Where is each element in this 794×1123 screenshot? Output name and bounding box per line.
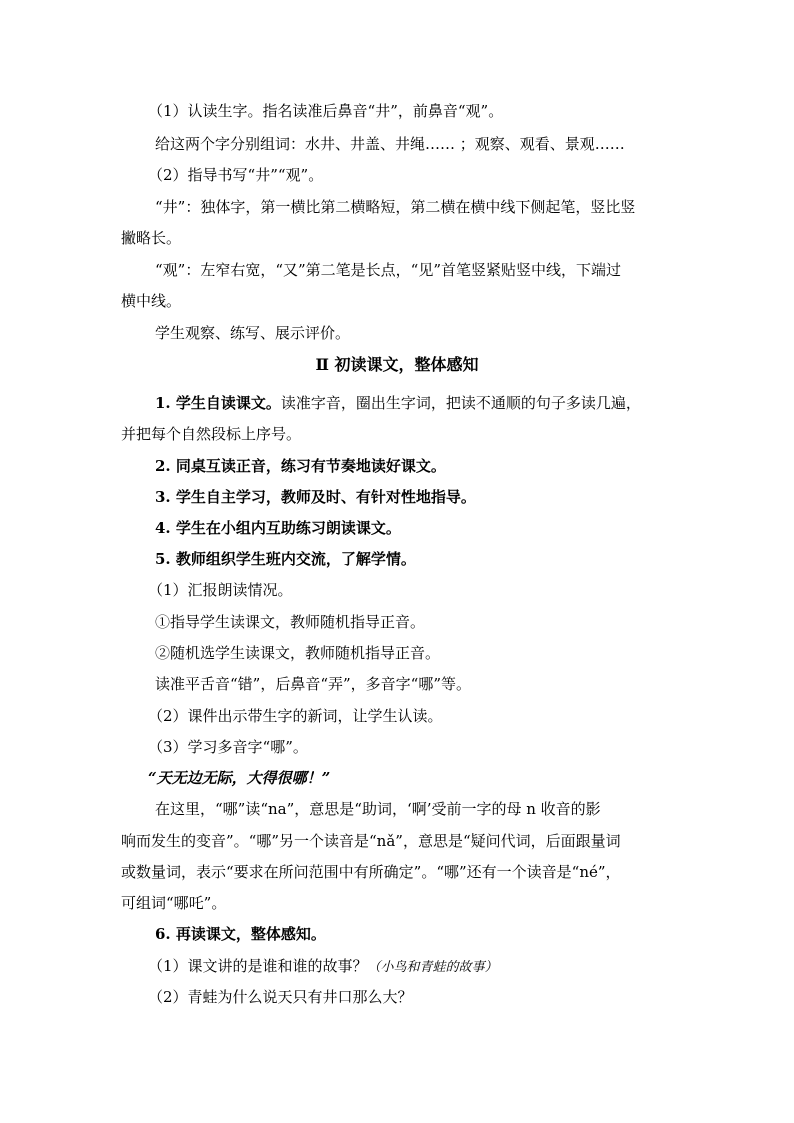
paragraph-line: （2）指导书写“井”“观”。	[148, 166, 324, 184]
step-line: 3. 学生自主学习，教师及时、有针对性地指导。	[155, 488, 476, 506]
paragraph-line: “观”：左窄右宽，“又”第二笔是长点，“见”首笔竖紧贴竖中线，下端过	[155, 261, 622, 279]
answer-note: （小鸟和青蛙的故事）	[367, 960, 498, 975]
paragraph-line: 横中线。	[121, 292, 182, 310]
step-line	[155, 393, 715, 413]
paragraph-line: 响而发生的变音”。“哪”另一个读音是“nǎ”，意思是“疑问代词，后面跟量词	[121, 832, 621, 850]
sub-line: 读准平舌音“错”，后鼻音“弄”，多音字“哪”等。	[155, 675, 472, 693]
paragraph-line: 或数量词，表示“要求在所问范围中有所确定”。“哪”还有一个读音是“né”，	[121, 863, 621, 881]
question-text: （1）课文讲的是谁和谁的故事？	[148, 957, 368, 975]
sub-line: ②随机选学生读课文，教师随机指导正音。	[155, 644, 441, 662]
paragraph-line: 学生观察、练写、展示评价。	[155, 324, 351, 342]
paragraph-line: 撇略长。	[121, 229, 182, 247]
step-line: 2. 同桌互读正音，练习有节奏地读好课文。	[155, 457, 446, 475]
step-text: 读准字音，圈出生字词，把读不通顺的句子多读几遍，	[280, 394, 641, 412]
paragraph-line: 给这两个字分别组词：水井、井盖、井绳…… ；观察、观看、景观……	[155, 135, 625, 153]
paragraph-line: 可组词“哪吒”。	[121, 894, 227, 912]
question-line	[148, 956, 708, 978]
step-title: 1. 学生自读课文。	[155, 394, 281, 412]
step-line: 5. 教师组织学生班内交流，了解学情。	[155, 550, 416, 568]
sub-line: （3）学习多音字“哪”。	[148, 738, 308, 756]
step-line: 并把每个自然段标上序号。	[121, 425, 302, 443]
step-line: 4. 学生在小组内互助练习朗读课文。	[155, 519, 401, 537]
paragraph-line: 在这里，“哪”读“na”，意思是“助词，‘啊’受前一字的母 n 收音的影	[155, 800, 601, 818]
step-line: 6. 再读课文，整体感知。	[155, 925, 326, 943]
section-heading: Ⅱ 初读课文，整体感知	[315, 355, 479, 374]
paragraph-line: （1）认读生字。指名读准后鼻音“井”，前鼻音“观”。	[148, 102, 504, 120]
sub-line: （2）课件出示带生字的新词，让学生认读。	[148, 707, 443, 725]
sub-line: （1）汇报朗读情况。	[148, 581, 293, 599]
example-quote: “天无边无际，大得很哪！”	[148, 769, 331, 787]
sub-line: ①指导学生读课文，教师随机指导正音。	[155, 613, 426, 631]
question-line: （2）青蛙为什么说天只有井口那么大？	[148, 988, 413, 1006]
paragraph-line: “井”：独体字，第一横比第二横略短，第二横在横中线下侧起笔，竖比竖	[155, 198, 636, 216]
